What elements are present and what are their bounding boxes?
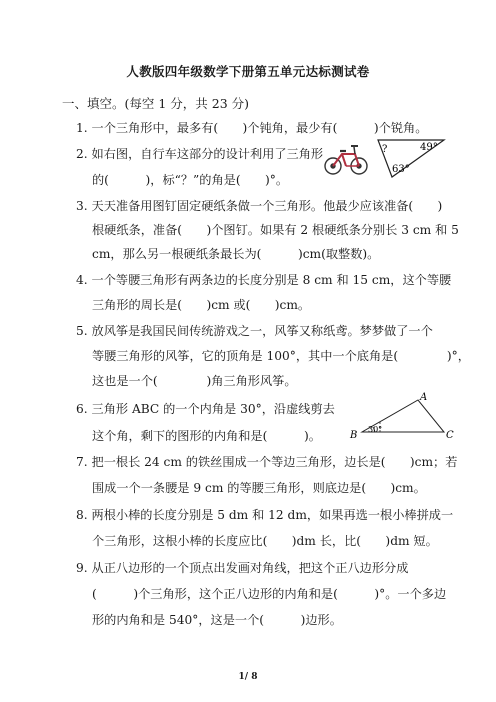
question-7-line-1: 7. 把一根长 24 cm 的铁丝围成一个等边三角形，边长是( )cm；若	[76, 455, 458, 469]
question-7-line-2: 围成一个一条腰是 9 cm 的等腰三角形，则底边是( )cm。	[92, 481, 426, 495]
bicycle-icon	[325, 146, 367, 174]
unknown-angle-label: ?	[382, 144, 388, 155]
question-9-line-1: 9. 从正八边形的一个顶点出发画对角线，把这个正八边形分成	[76, 561, 409, 575]
triangle-diagram	[378, 140, 444, 177]
question-4-line-1: 4. 一个等腰三角形有两条边的长度分别是 8 cm 和 15 cm，这个等腰	[76, 273, 452, 287]
angle-30-label: 30°	[368, 425, 383, 434]
question-5-line-3: 这也是一个( )角三角形风筝。	[92, 374, 297, 388]
question-6-line-1: 6. 三角形 ABC 的一个内角是 30°，沿虚线剪去	[76, 402, 335, 416]
question-4-line-2: 三角形的周长是( )cm 或( )cm。	[92, 298, 311, 312]
question-5-line-1: 5. 放风筝是我国民间传统游戏之一，风筝又称纸鸢。梦梦做了一个	[76, 324, 433, 338]
page-title: 人教版四年级数学下册第五单元达标测试卷	[126, 64, 370, 79]
page-number: 1/ 8	[238, 672, 258, 682]
question-2-line-2: 的( )，标“？”的角是( )°。	[92, 173, 289, 187]
question-9-line-2: ( )个三角形，这个正八边形的内角和是( )°。一个多边	[92, 587, 447, 601]
question-3-line-2: 根硬纸条，准备( )个图钉。如果有 2 根硬纸条分别长 3 cm 和 5	[92, 223, 459, 237]
angle-63-label: 63°	[392, 164, 410, 175]
section-heading: 一、填空。(每空 1 分，共 23 分)	[62, 96, 250, 111]
question-5-line-2: 等腰三角形的风筝，它的顶角是 100°，其中一个底角是( )°，	[92, 349, 470, 363]
bicycle-triangle-figure	[322, 134, 450, 184]
question-8-line-1: 8. 两根小棒的长度分别是 5 dm 和 12 dm，如果再选一根小棒拼成一	[76, 508, 454, 522]
vertex-c-label: C	[446, 430, 454, 441]
question-2-line-1: 2. 如右图，自行车这部分的设计利用了三角形	[76, 147, 324, 161]
triangle-abc-figure	[340, 392, 456, 444]
question-3-line-3: cm，那么另一根硬纸条最长为( )cm(取整数)。	[92, 247, 380, 261]
vertex-a-label: A	[420, 392, 428, 403]
question-8-line-2: 个三角形，这根小棒的长度应比( )dm 长，比( )dm 短。	[92, 534, 438, 548]
question-1: 1. 一个三角形中，最多有( )个钝角，最少有( )个锐角。	[76, 121, 428, 135]
question-9-line-3: 形的内角和是 540°，这是一个( )边形。	[92, 613, 342, 627]
vertex-b-label: B	[350, 430, 358, 441]
angle-49-label: 49°	[420, 142, 438, 153]
question-6-line-2: 这个角，剩下的图形的内角和是( )。	[92, 429, 321, 443]
question-3-line-1: 3. 天天准备用图钉固定硬纸条做一个三角形。他最少应该准备( )	[76, 199, 443, 213]
